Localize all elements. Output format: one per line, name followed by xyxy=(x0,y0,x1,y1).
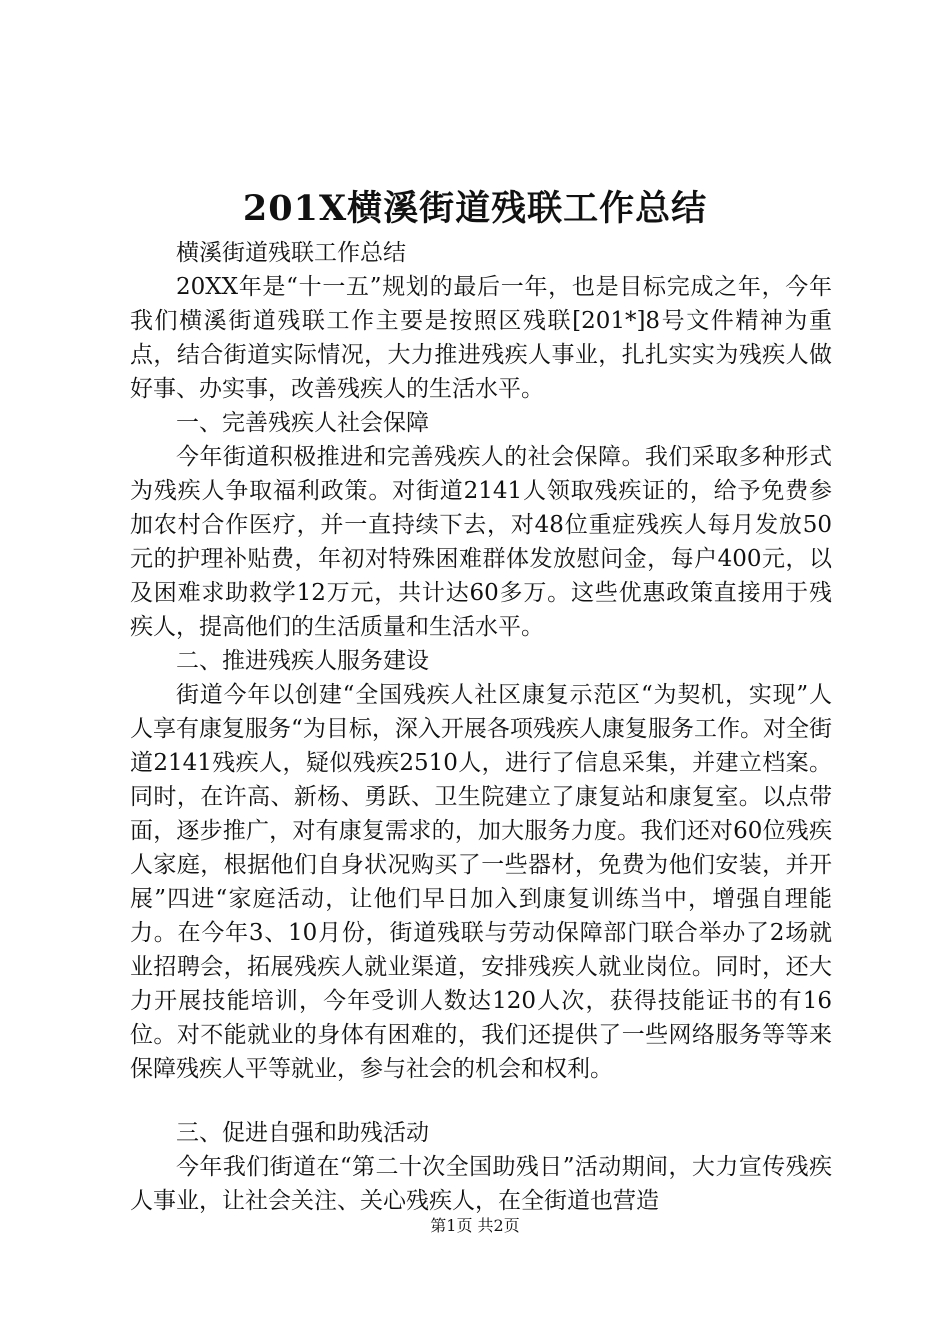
paragraph-subtitle: 横溪街道残联工作总结 xyxy=(176,240,406,266)
paragraph-section-1: 今年街道积极推进和完善残疾人的社会保障。我们采取多种形式为残疾人争取福利政策。对街道2141人领取残疾证的，给予免费参加农村合作医疗，并一直持续下去，对48位重症残疾人每月发放50元的护理补贴费，年初对特殊困难群体发放慰问金，每户400元，以及困难求助救学12万元，共计达60多万。这些优惠政策直接用于残疾人，提高他们的生活质量和生活水平。 xyxy=(130,444,832,640)
page-number-footer: 第1页 共2页 xyxy=(430,1216,520,1235)
section-heading-2: 二、推进残疾人服务建设 xyxy=(176,648,429,674)
paragraph-section-2: 街道今年以创建“全国残疾人社区康复示范区“为契机，实现”人人享有康复服务“为目标，深入开展各项残疾人康复服务工作。对全街道2141残疾人，疑似残疾2510人，进行了信息采集，并建立档案。同时，在许高、新杨、勇跃、卫生院建立了康复站和康复室。以点带面，逐步推广，对有康复需求的，加大服务力度。我们还对60位残疾人家庭，根据他们自身状况购买了一些器材，免费为他们安装，并开展”四进“家庭活动，让他们早日加入到康复训练当中，增强自理能力。在今年3、10月份，街道残联与劳动保障部门联合举办了2场就业招聘会，拓展残疾人就业渠道，安排残疾人就业岗位。同时，还大力开展技能培训，今年受训人数达120人次，获得技能证书的有16位。对不能就业的身体有困难的，我们还提供了一些网络服务等等来保障残疾人平等就业，参与社会的机会和权利。 xyxy=(130,682,832,1082)
section-heading-3: 三、促进自强和助残活动 xyxy=(176,1120,429,1146)
document-title: 201X横溪街道残联工作总结 xyxy=(242,188,708,229)
document-body xyxy=(130,236,832,1218)
section-heading-1: 一、完善残疾人社会保障 xyxy=(176,410,429,436)
paragraph-intro: 20XX年是“十一五”规划的最后一年，也是目标完成之年，今年我们横溪街道残联工作主要是按照区残联[201*]8号文件精神为重点，结合街道实际情况，大力推进残疾人事业，扎扎实实为残疾人做好事、办实事，改善残疾人的生活水平。 xyxy=(130,274,832,402)
paragraph-section-3: 今年我们街道在“第二十次全国助残日”活动期间，大力宣传残疾人事业，让社会关注、关心残疾人，在全街道也营造 xyxy=(130,1154,832,1214)
